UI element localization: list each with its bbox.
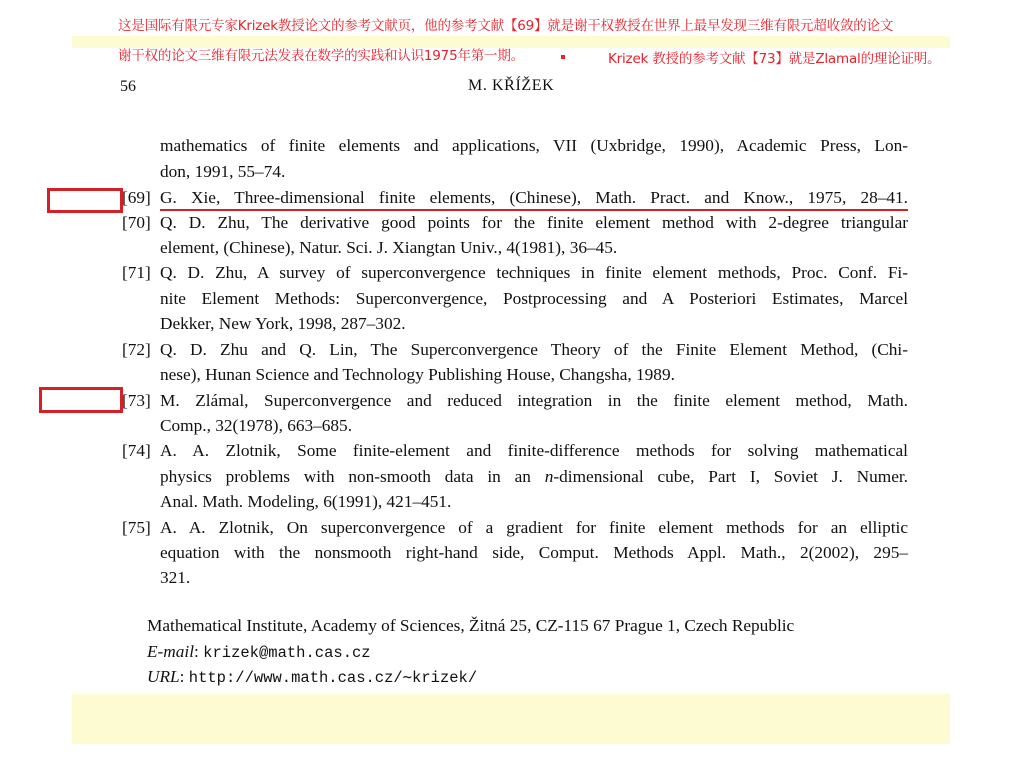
email-label: E-mail bbox=[147, 642, 195, 661]
annotation-line-2: 谢干权的论文三维有限元法发表在数学的实践和认识1975年第一期。 bbox=[118, 48, 524, 64]
email-value: krizek@math.cas.cz bbox=[203, 644, 371, 662]
reference-line: Anal. Math. Modeling, 6(1991), 421–451. bbox=[160, 492, 452, 511]
reference-line: G. Xie, Three-dimensional finite elements, (Chinese), Math. Pract. and Know., 1975, 28–41. bbox=[160, 188, 908, 207]
reference-label-75: [75] bbox=[122, 518, 151, 537]
red-underline bbox=[160, 209, 908, 211]
url-value: http://www.math.cas.cz/∼krizek/ bbox=[188, 669, 478, 687]
reference-label-73: [73] bbox=[122, 391, 151, 410]
reference-line: A. A. Zlotnik, Some finite-element and finite-difference methods for solving mathematical bbox=[160, 441, 908, 460]
running-head: M. KŘÍŽEK bbox=[468, 77, 555, 94]
reference-line: Dekker, New York, 1998, 287–302. bbox=[160, 314, 406, 333]
reference-label-70: [70] bbox=[122, 213, 151, 232]
author-url: URL: http://www.math.cas.cz/∼krizek/ bbox=[147, 667, 478, 687]
reference-label-69: [69] bbox=[122, 188, 151, 207]
reference-line: nese), Hunan Science and Technology Publishing House, Changsha, 1989. bbox=[160, 365, 675, 384]
reference-line: Q. D. Zhu, A survey of superconvergence techniques in finite element methods, Proc. Conf. Fi- bbox=[160, 263, 908, 282]
page-number: 56 bbox=[120, 78, 136, 95]
red-box-highlight-69 bbox=[47, 188, 123, 213]
reference-label-74: [74] bbox=[122, 441, 151, 460]
reference-line: Q. D. Zhu, The derivative good points for the finite element method with 2-degree triangular bbox=[160, 213, 908, 232]
url-label: URL bbox=[147, 667, 180, 686]
reference-label-72: [72] bbox=[122, 340, 151, 359]
reference-line bbox=[160, 467, 908, 487]
math-variable-n: n bbox=[544, 467, 554, 486]
annotation-line-1: 这是国际有限元专家Krizek教授论文的参考文献页，他的参考文献【69】就是谢干权教授在世界上最早发现三维有限元超收敛的论文 bbox=[118, 18, 894, 34]
annotation-dot bbox=[561, 55, 565, 59]
reference-line: 321. bbox=[160, 568, 191, 587]
reference-line-part: -dimensional cube, Part I, Soviet J. Numer. bbox=[553, 467, 908, 486]
reference-line: don, 1991, 55–74. bbox=[160, 162, 286, 181]
reference-label-71: [71] bbox=[122, 263, 151, 282]
reference-line-part: physics problems with non-smooth data in an bbox=[160, 467, 545, 486]
author-email: E-mail: krizek@math.cas.cz bbox=[147, 642, 371, 662]
reference-line: nite Element Methods: Superconvergence, Postprocessing and A Posteriori Estimates, Marcel bbox=[160, 289, 908, 308]
reference-line: mathematics of finite elements and applications, VII (Uxbridge, 1990), Academic Press, Lon- bbox=[160, 136, 908, 155]
reference-line: A. A. Zlotnik, On superconvergence of a gradient for finite element methods for an elliptic bbox=[160, 518, 908, 537]
reference-line: Comp., 32(1978), 663–685. bbox=[160, 416, 353, 435]
reference-line: equation with the nonsmooth right-hand side, Comput. Methods Appl. Math., 2(2002), 295– bbox=[160, 543, 908, 562]
author-address: Mathematical Institute, Academy of Sciences, Žitná 25, CZ-115 67 Prague 1, Czech Republic bbox=[147, 616, 795, 635]
highlight-band-bottom bbox=[72, 694, 950, 744]
reference-line: element, (Chinese), Natur. Sci. J. Xiangtan Univ., 4(1981), 36–45. bbox=[160, 238, 618, 257]
reference-line: Q. D. Zhu and Q. Lin, The Superconvergence Theory of the Finite Element Method, (Chi- bbox=[160, 340, 908, 359]
red-box-highlight-73 bbox=[39, 387, 123, 413]
annotation-line-3: Krizek 教授的参考文献【73】就是Zlamal的理论证明。 bbox=[608, 51, 941, 67]
reference-line: M. Zlámal, Superconvergence and reduced integration in the finite element method, Math. bbox=[160, 391, 908, 410]
